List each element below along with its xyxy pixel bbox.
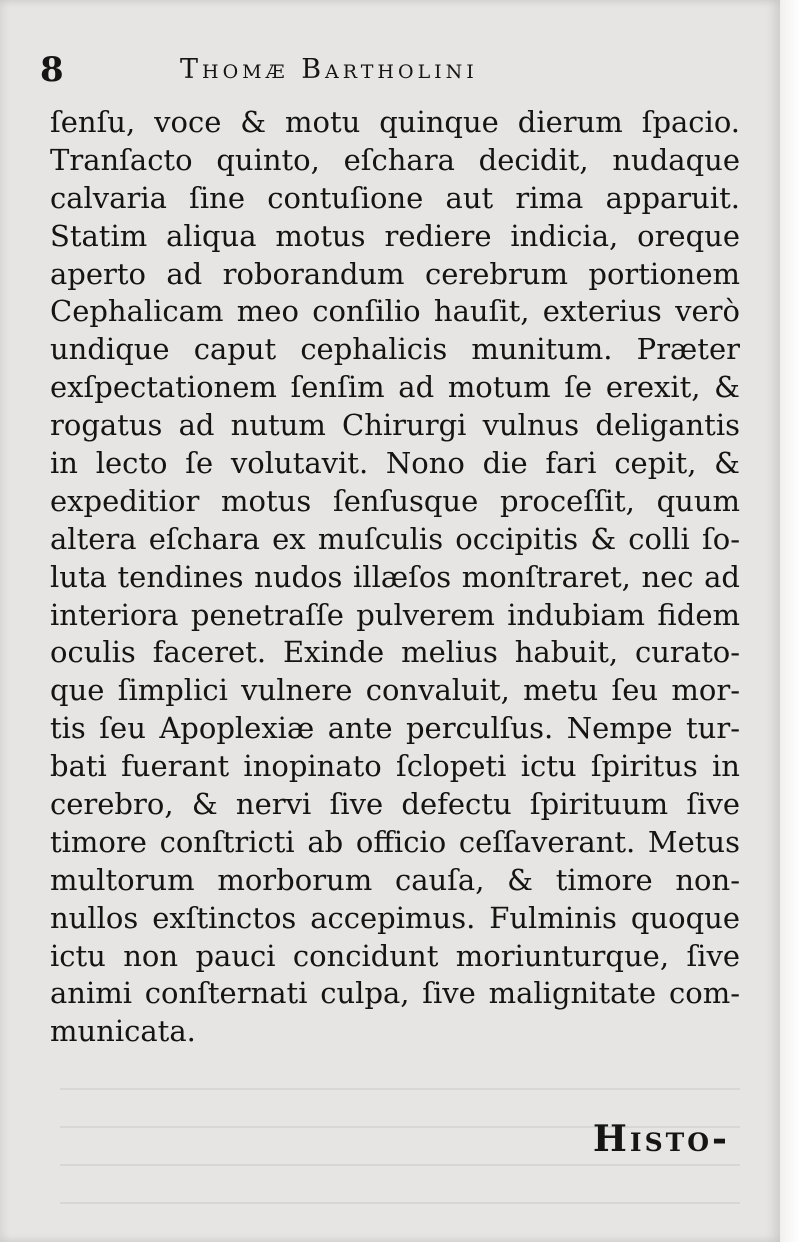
text-line: ictu non pauci concidunt moriunturque, ſive bbox=[50, 938, 740, 973]
catchword: Histo- bbox=[592, 1118, 730, 1160]
text-line: oculis faceret. Exinde melius habuit, curato- bbox=[50, 635, 740, 670]
text-line: in lecto ſe volutavit. Nono die fari cepit, & bbox=[50, 446, 740, 481]
text-line: calvaria ſine contuſione aut rima apparuit. bbox=[50, 180, 740, 215]
text-line: luta tendines nudos illæſos monſtraret, nec ad bbox=[50, 559, 740, 594]
text-line: aperto ad roborandum cerebrum portionem bbox=[50, 256, 740, 291]
text-line: undique caput cephalicis munitum. Præter bbox=[50, 332, 740, 367]
text-line: altera eſchara ex muſculis occipitis & colli ſo- bbox=[50, 521, 740, 556]
text-line: multorum morborum cauſa, & timore non- bbox=[50, 862, 740, 897]
text-line: rogatus ad nutum Chirurgi vulnus deligantis bbox=[50, 408, 740, 443]
text-line: exſpectationem ſenſim ad motum ſe erexit, & bbox=[50, 370, 740, 405]
page-edge bbox=[780, 0, 800, 1242]
text-line: bati fuerant inopinato ſclopeti ictu ſpiritus in bbox=[50, 749, 740, 784]
text-line: expeditior motus ſenſusque proceſſit, quum bbox=[50, 483, 740, 518]
running-head: Thomæ Bartholini bbox=[180, 54, 478, 85]
text-line: timore conſtricti ab officio ceſſaverant. Metus bbox=[50, 824, 740, 859]
page-header bbox=[40, 50, 740, 94]
text-line: Tranſacto quinto, eſchara decidit, nudaque bbox=[50, 142, 740, 177]
text-line: municata. bbox=[50, 1014, 196, 1049]
text-line: cerebro, & nervi ſive defectu ſpirituum ſive bbox=[50, 787, 740, 822]
text-line: Cephalicam meo conſilio hauſit, exterius verò bbox=[50, 294, 740, 329]
text-line: tis ſeu Apoplexiæ ante perculſus. Nempe tur- bbox=[50, 711, 740, 746]
text-line: interiora penetraſſe pulverem indubiam fidem bbox=[50, 597, 740, 632]
text-line: Statim aliqua motus rediere indicia, oreque bbox=[50, 218, 740, 253]
page-number: 8 bbox=[40, 50, 64, 90]
text-line: que ſimplici vulnere convaluit, metu ſeu mor- bbox=[50, 673, 740, 708]
text-line: nullos exſtinctos accepimus. Fulminis quoque bbox=[50, 900, 740, 935]
body-text bbox=[50, 104, 740, 1051]
text-line: animi conſternati culpa, ſive malignitate com- bbox=[50, 976, 740, 1011]
text-line: ſenſu, voce & motu quinque dierum ſpacio. bbox=[50, 105, 740, 139]
